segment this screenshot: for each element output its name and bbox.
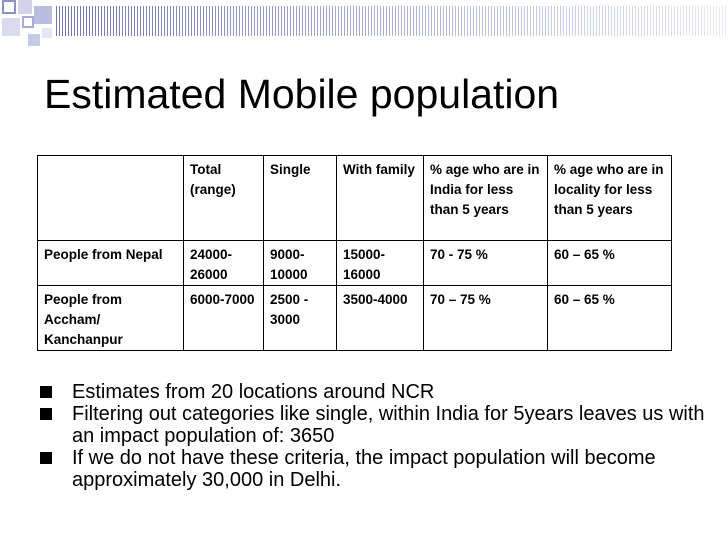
decorative-square (2, 18, 20, 36)
decorative-square (34, 6, 52, 24)
table-cell: 9000-10000 (264, 241, 337, 286)
decorative-square (18, 0, 32, 14)
table-cell: 70 – 75 % (424, 286, 548, 351)
decorative-square (22, 16, 34, 28)
bullet-text: Estimates from 20 locations around NCR (72, 381, 435, 403)
square-bullet-icon (40, 452, 52, 464)
bullet-list (36, 381, 716, 491)
bullet-item (36, 447, 716, 491)
bullet-text: Filtering out categories like single, within India for 5years leaves us with an impact population of: 3650 (72, 403, 705, 447)
bullet-text: If we do not have these criteria, the impact population will become approximately 30,000 in Delhi. (72, 447, 656, 491)
decorative-header-bar (56, 6, 728, 36)
table-cell: 15000-16000 (337, 241, 424, 286)
table-header-row (38, 156, 672, 241)
table-header-cell: With family (337, 156, 424, 241)
table-cell: People from Nepal (38, 241, 184, 286)
square-bullet-icon (40, 386, 52, 398)
decorative-squares (0, 0, 60, 60)
bullet-item (36, 403, 716, 447)
table-cell: 6000-7000 (184, 286, 264, 351)
table-header-cell: % age who are in locality for less than 5 years (548, 156, 672, 241)
bullet-item (36, 381, 716, 403)
decorative-square (28, 34, 40, 46)
table-row (38, 241, 672, 286)
table-cell: 60 – 65 % (548, 286, 672, 351)
slide-title: Estimated Mobile population (44, 71, 560, 117)
square-bullet-icon (40, 408, 52, 420)
table-cell: 60 – 65 % (548, 241, 672, 286)
population-table (37, 155, 672, 351)
decorative-square (2, 0, 16, 14)
table-cell: 3500-4000 (337, 286, 424, 351)
table-cell: People from Accham/ Kanchanpur (38, 286, 184, 351)
table-header-cell (38, 156, 184, 241)
table-header-cell: Single (264, 156, 337, 241)
decorative-square (42, 28, 52, 38)
table-cell: 2500 - 3000 (264, 286, 337, 351)
table-cell: 24000-26000 (184, 241, 264, 286)
table-row (38, 286, 672, 351)
table-header-cell: Total (range) (184, 156, 264, 241)
table-cell: 70 - 75 % (424, 241, 548, 286)
table-header-cell: % age who are in India for less than 5 years (424, 156, 548, 241)
